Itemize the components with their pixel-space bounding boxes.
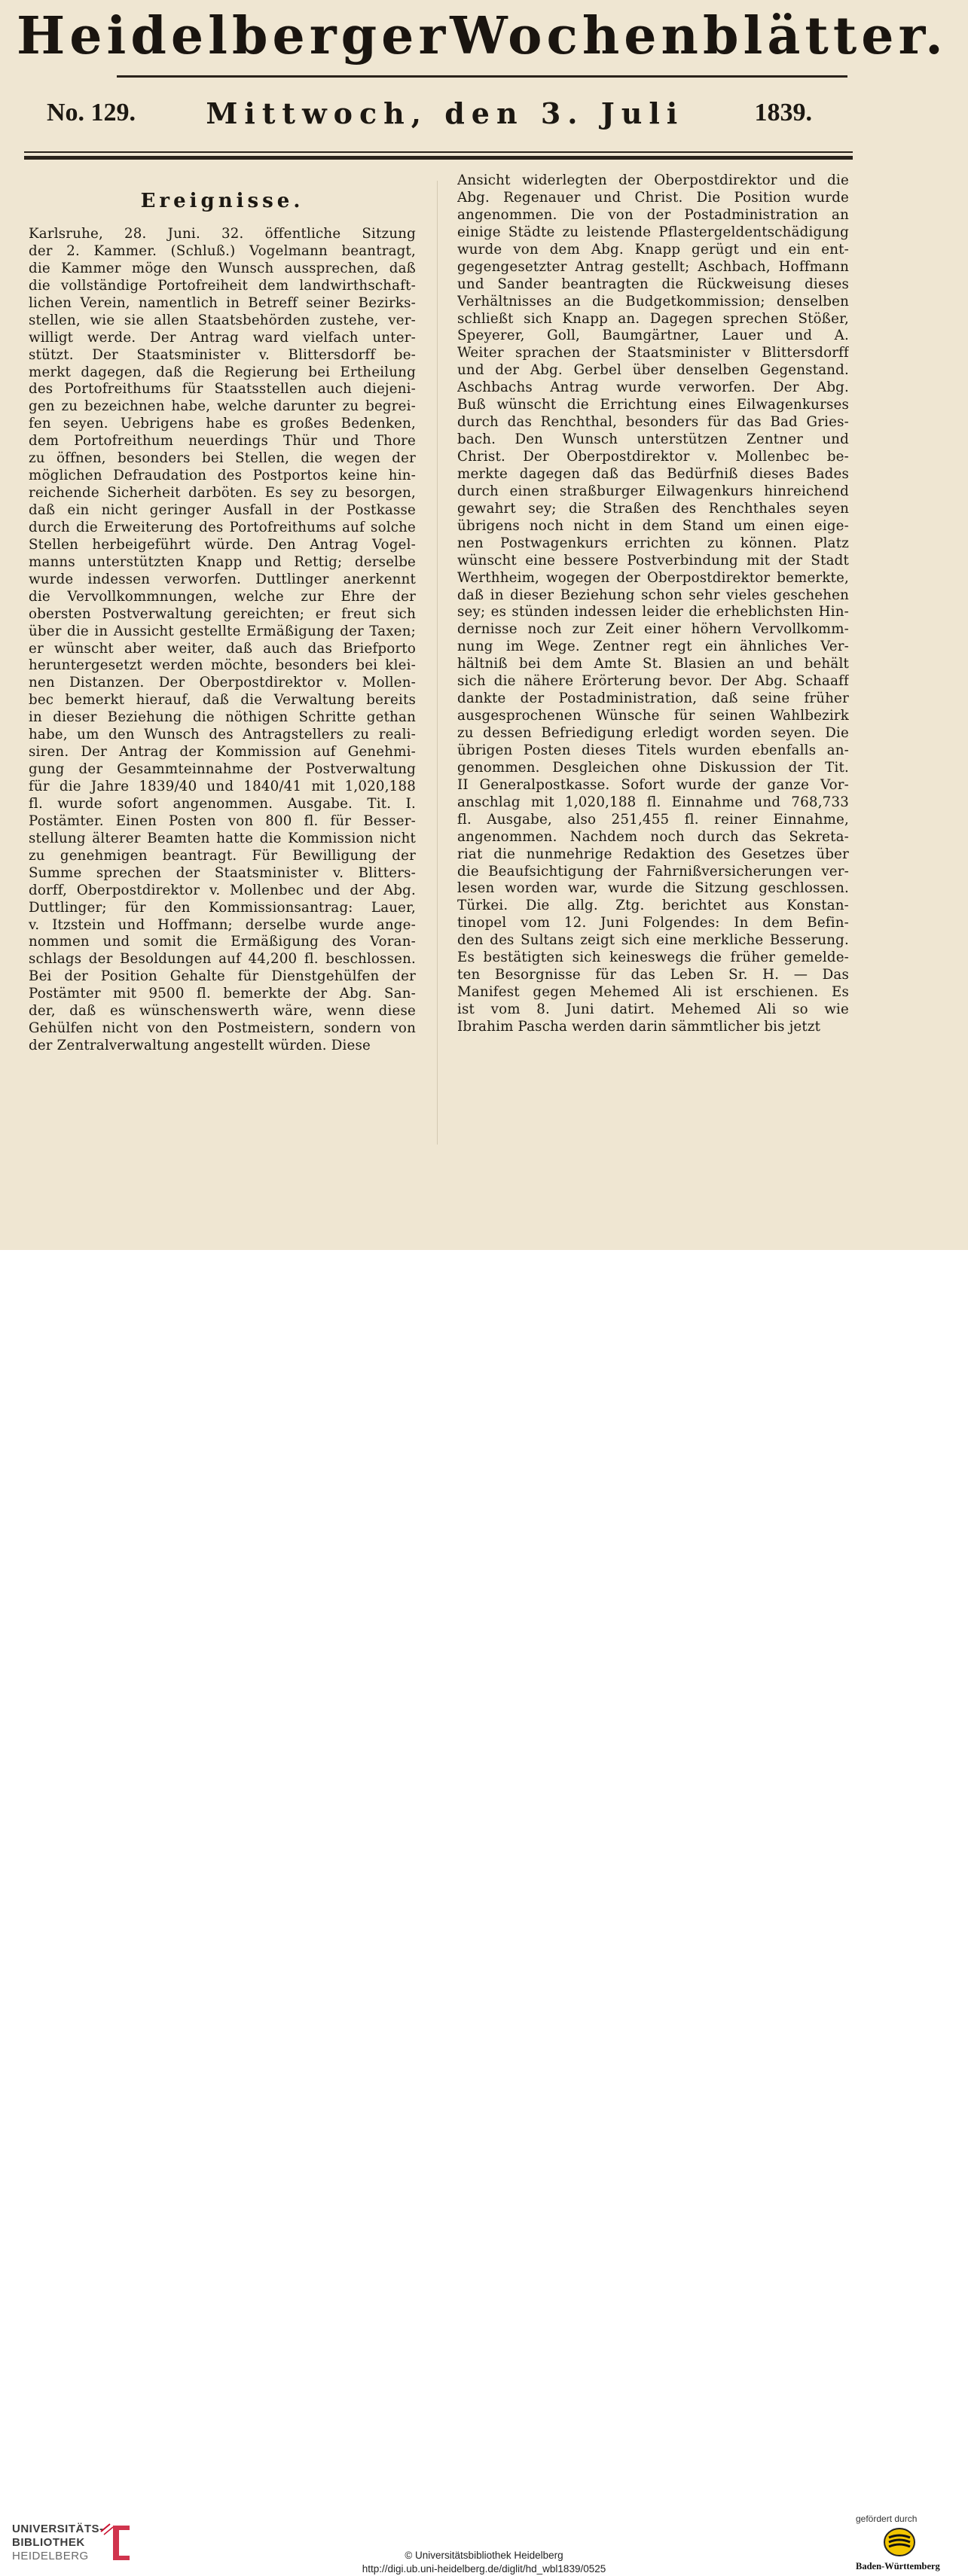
article-right-line: wünscht eine bessere Postverbindung mit der Stadt <box>457 552 849 569</box>
article-left-line: der 2. Kammer. (Schluß.) Vogelmann beantragt, <box>29 242 416 259</box>
article-right-line: bach. Den Wunsch unterstützen Zentner und <box>457 431 849 448</box>
article-right-line: angenommen. Nachdem noch durch das Sekreta- <box>457 828 849 845</box>
article-left-line: heruntergesetzt werden möchte, besonders bei klei- <box>29 657 416 674</box>
article-left-line: manns unterstützten Knapp und Rettig; derselbe <box>29 553 416 570</box>
article-left-line: dorff, Oberpostdirektor v. Mollenbec und der Abg. <box>29 882 416 898</box>
article-left-line: zu öffnen, besonders bei Stellen, die wegen der <box>29 450 416 467</box>
article-right-line: Verhältnisses an die Budgetkommission; denselben <box>457 293 849 309</box>
article-right-line: schließt sich Knapp an. Dagegen sprechen Stößer, <box>457 310 849 327</box>
article-left-line: nen Distanzen. Der Oberpostdirektor v. Mollen- <box>29 675 416 691</box>
article-left-line: dem Portofreithum neuerdings Thür und Thore <box>29 433 416 450</box>
article-left-line: merkt dagegen, daß die Regierung bei Ertheilung <box>29 364 416 380</box>
article-left-line: siren. Der Antrag der Kommission auf Genehmi- <box>29 744 416 761</box>
article-left-line: Duttlinger; für den Kommissionsantrag: Lauer, <box>29 899 416 916</box>
article-left-line: daß ein nicht geringer Ausfall in der Postkasse <box>29 502 416 518</box>
library-name-line1: UNIVERSITÄTS- <box>12 2523 104 2535</box>
article-left-line: Karlsruhe, 28. Juni. 32. öffentliche Sitzung <box>29 226 416 242</box>
article-right-line: dernisse noch zur Zeit einer höhern Vervollkomm- <box>457 621 849 638</box>
newspaper-page <box>0 0 968 1250</box>
article-left-line: Stellen herbeigeführt würde. Den Antrag Vogel- <box>29 536 416 553</box>
section-heading: Ereignisse. <box>140 190 304 212</box>
library-name-line2: BIBLIOTHEK <box>12 2536 85 2549</box>
article-left-line: stellen, wie sie allen Staatsbehörden zustehe, ver- <box>29 312 416 328</box>
article-right-line: sey; es stünden indessen leider die erheblichsten Hin- <box>457 604 849 620</box>
article-left-line: schlags der Besoldungen auf 44,200 fl. beschlossen. <box>29 951 416 968</box>
article-right-line: daß in dieser Beziehung schon sehr vieles geschehen <box>457 587 849 603</box>
article-column-left <box>29 226 416 1055</box>
header-rule-thin <box>24 151 853 153</box>
article-right-line: Christ. Der Oberpostdirektor v. Mollenbec be- <box>457 449 849 465</box>
article-right-line: gewahrt sey; die Straßen des Renchthales seyen <box>457 500 849 517</box>
funded-by-label: gefördert durch <box>856 2514 918 2524</box>
article-right-line: zu dessen Befriedigung erledigt worden seyen. Die <box>457 725 849 741</box>
article-left-line: v. Itzstein und Hoffmann; derselbe wurde ange- <box>29 916 416 933</box>
article-right-line: nen Postwagenkurs errichten zu können. Platz <box>457 535 849 551</box>
article-right-line: Aschbachs Antrag wurde verworfen. Der Abg. <box>457 380 849 396</box>
article-right-line: Türkei. Die allg. Ztg. berichtet aus Konstan- <box>457 898 849 914</box>
article-left-line: lichen Verein, namentlich in Betreff seiner Bezirks- <box>29 294 416 311</box>
article-right-line: die Beaufsichtigung der Fahrnißversicherungen ver- <box>457 863 849 879</box>
library-name-line3: HEIDELBERG <box>12 2550 89 2562</box>
article-left-line: über die in Aussicht gestellte Ermäßigung der Taxen; <box>29 623 416 639</box>
article-left-line: reichende Sicherheit darböten. Es sey zu besorgen, <box>29 485 416 501</box>
article-right-line: sich die nähere Erörterung bevor. Der Abg. Schaaff <box>457 673 849 690</box>
article-left-line: stützt. Der Staatsminister v. Blittersdorff be- <box>29 346 416 363</box>
dateline <box>47 96 812 130</box>
article-left-line: Gehülfen nicht von den Postmeistern, sondern von <box>29 1020 416 1037</box>
article-right-line: durch einen straßburger Eilwagenkurs hinreichend <box>457 483 849 499</box>
masthead-rule <box>117 75 847 78</box>
source-url[interactable]: http://digi.ub.uni-heidelberg.de/diglit/hd_wbl1839/0525 <box>362 2563 606 2574</box>
article-left-line: er wünscht aber weiter, daß auch das Briefporto <box>29 640 416 657</box>
article-right-line: Werthheim, wogegen der Oberpostdirektor bemerkte, <box>457 569 849 586</box>
article-right-line: angenommen. Die von der Postadministration an <box>457 206 849 223</box>
article-right-line: Buß wünscht die Errichtung eines Eilwagenkurses <box>457 397 849 413</box>
article-right-line: Weiter sprachen der Staatsminister v Blittersdorff <box>457 345 849 361</box>
issue-date: Mittwoch, den 3. Juli <box>206 96 685 130</box>
article-right-line: übrigen Posten dieses Titels wurden ebenfalls an- <box>457 742 849 758</box>
article-right-line: Ansicht widerlegten der Oberpostdirektor und die <box>457 172 849 188</box>
article-right-line: und Sander beantragten die Rückweisung dieses <box>457 276 849 292</box>
article-right-line: Es bestätigten sich keineswegs die früher gemelde- <box>457 950 849 966</box>
masthead-title-right: Wochenblätter. <box>450 6 948 66</box>
article-right-line: merkte dagegen daß das Bedürfniß dieses Bades <box>457 465 849 482</box>
article-right-line: II Generalpostkasse. Sofort wurde der ganze Vor- <box>457 776 849 793</box>
article-right-line: einige Städte zu leistende Pflastergeldentschädigung <box>457 224 849 240</box>
article-left-line: die Vervollkommnungen, welche zur Ehre der <box>29 588 416 605</box>
article-right-line: wurde von dem Abg. Knapp gerügt und ein ent- <box>457 241 849 258</box>
article-left-line: der, daß es wünschenswerth wäre, wenn diese <box>29 1003 416 1020</box>
article-left-line: wurde indessen verworfen. Duttlinger anerkennt <box>29 571 416 587</box>
article-left-line: für die Jahre 1839/40 und 1840/41 mit 1,020,188 <box>29 779 416 794</box>
article-left-line: willigt werde. Der Antrag ward vielfach unter- <box>29 329 416 346</box>
article-left-line: Summe sprechen der Staatsminister v. Blitters- <box>29 864 416 881</box>
article-right-line: den des Sultans zeigt sich eine merkliche Besserung. <box>457 932 849 949</box>
masthead-title <box>17 6 948 66</box>
funder-name: Baden-Württemberg <box>856 2561 940 2571</box>
article-right-line: Abg. Regenauer und Christ. Die Position wurde <box>457 189 849 206</box>
article-right-line: anschlag mit 1,020,188 fl. Einnahme und 768,733 <box>457 794 849 810</box>
article-right-line: durch das Renchthal, besonders für das Bad Gries- <box>457 414 849 431</box>
copyright-block <box>0 2549 968 2576</box>
article-left-line: Bei der Position Gehalte für Dienstgehülfen der <box>29 968 416 985</box>
article-left-line: des Portofreithums für Staatsstellen auch diejeni- <box>29 381 416 398</box>
article-left-line: in dieser Beziehung die nöthigen Schritte gethan <box>29 709 416 726</box>
article-left-line: Postämter mit 9500 fl. bemerkte der Abg. San- <box>29 986 416 1002</box>
article-right-line: Speyerer, Goll, Baumgärtner, Lauer und A. <box>457 328 849 344</box>
article-right-line: übrigens noch nicht in dem Stand um einen eige- <box>457 517 849 534</box>
article-left-line: zu genehmigen beantragt. Für Bewilligung der <box>29 847 416 864</box>
article-left-line: durch die Erweiterung des Portofreithums auf solche <box>29 519 416 535</box>
issue-number: No. 129. <box>47 99 136 127</box>
article-column-right <box>457 172 849 1036</box>
article-left-line: gen zu bezeichnen habe, welche darunter zu begrei- <box>29 398 416 415</box>
article-left-line: fen seyen. Uebrigens habe es großes Bedenken, <box>29 416 416 432</box>
header-rule-thick <box>24 156 853 160</box>
article-left-line: gung der Gesammteinnahme der Postverwaltung <box>29 761 416 778</box>
article-right-line: ten Besorgnisse für das Leben Sr. H. — Das <box>457 967 849 983</box>
article-right-line: genommen. Desgleichen ohne Diskussion der Tit. <box>457 759 849 776</box>
column-divider <box>437 181 438 1145</box>
article-right-line: riat die nunmehrige Redaktion des Gesetzes über <box>457 846 849 862</box>
article-right-line: lesen worden war, wurde die Sitzung geschlossen. <box>457 880 849 897</box>
article-left-line: der Zentralverwaltung angestellt würden. Diese <box>29 1038 371 1054</box>
article-right-line: und der Abg. Gerbel über denselben Gegenstand. <box>457 362 849 379</box>
article-right-line: dankte der Postadministration, daß seine früher <box>457 690 849 707</box>
article-left-line: nommen und somit die Ermäßigung des Voran- <box>29 934 416 950</box>
masthead-title-left: Heidelberger <box>17 6 450 66</box>
copyright-text: © Universitätsbibliothek Heidelberg <box>405 2550 563 2561</box>
article-left-line: habe, um den Wunsch des Antragstellers zu reali- <box>29 727 416 743</box>
article-left-line: die Kammer möge den Wunsch aussprechen, daß <box>29 260 416 276</box>
baden-wuerttemberg-coat-of-arms-icon <box>883 2526 916 2559</box>
article-right-line: ausgesprochenen Wünsche für seinen Wahlbezirk <box>457 708 849 724</box>
issue-year: 1839. <box>754 99 812 127</box>
article-left-line: fl. wurde sofort angenommen. Ausgabe. Tit. I. <box>29 795 416 812</box>
article-right-line: ist vom 8. Juni datirt. Mehemed Ali so wie <box>457 1001 849 1017</box>
article-right-line: nung im Wege. Zentner regt ein ähnliches Ver- <box>457 639 849 655</box>
article-left-line: bec bemerkt hierauf, daß die Verwaltung bereits <box>29 692 416 709</box>
article-left-line: Postämter. Einen Posten von 800 fl. für Besser- <box>29 812 416 829</box>
article-left-line: die vollständige Portofreiheit dem landwirthschaft- <box>29 277 416 294</box>
footer <box>0 1250 968 2574</box>
article-right-line: tinopel vom 12. Juni Folgendes: In dem Befin- <box>457 915 849 931</box>
article-left-line: stellung älterer Beamten hatte die Kommission nicht <box>29 830 416 846</box>
article-right-line: hältniß bei dem Amte St. Blasien an und behält <box>457 656 849 672</box>
article-right-line: gegengesetzter Antrag gestellt; Aschbach, Hoffmann <box>457 258 849 275</box>
article-left-line: obersten Postverwaltung gereichten; er freut sich <box>29 605 416 622</box>
article-left-line: möglichen Defraudation des Postportos keine hin- <box>29 468 416 484</box>
article-right-line: Manifest gegen Mehemed Ali ist erschienen. Es <box>457 984 849 1001</box>
article-right-line: Ibrahim Pascha werden darin sämmtlicher bis jetzt <box>457 1018 821 1035</box>
article-right-line: fl. Ausgabe, also 251,455 fl. reiner Einnahme, <box>457 811 849 828</box>
